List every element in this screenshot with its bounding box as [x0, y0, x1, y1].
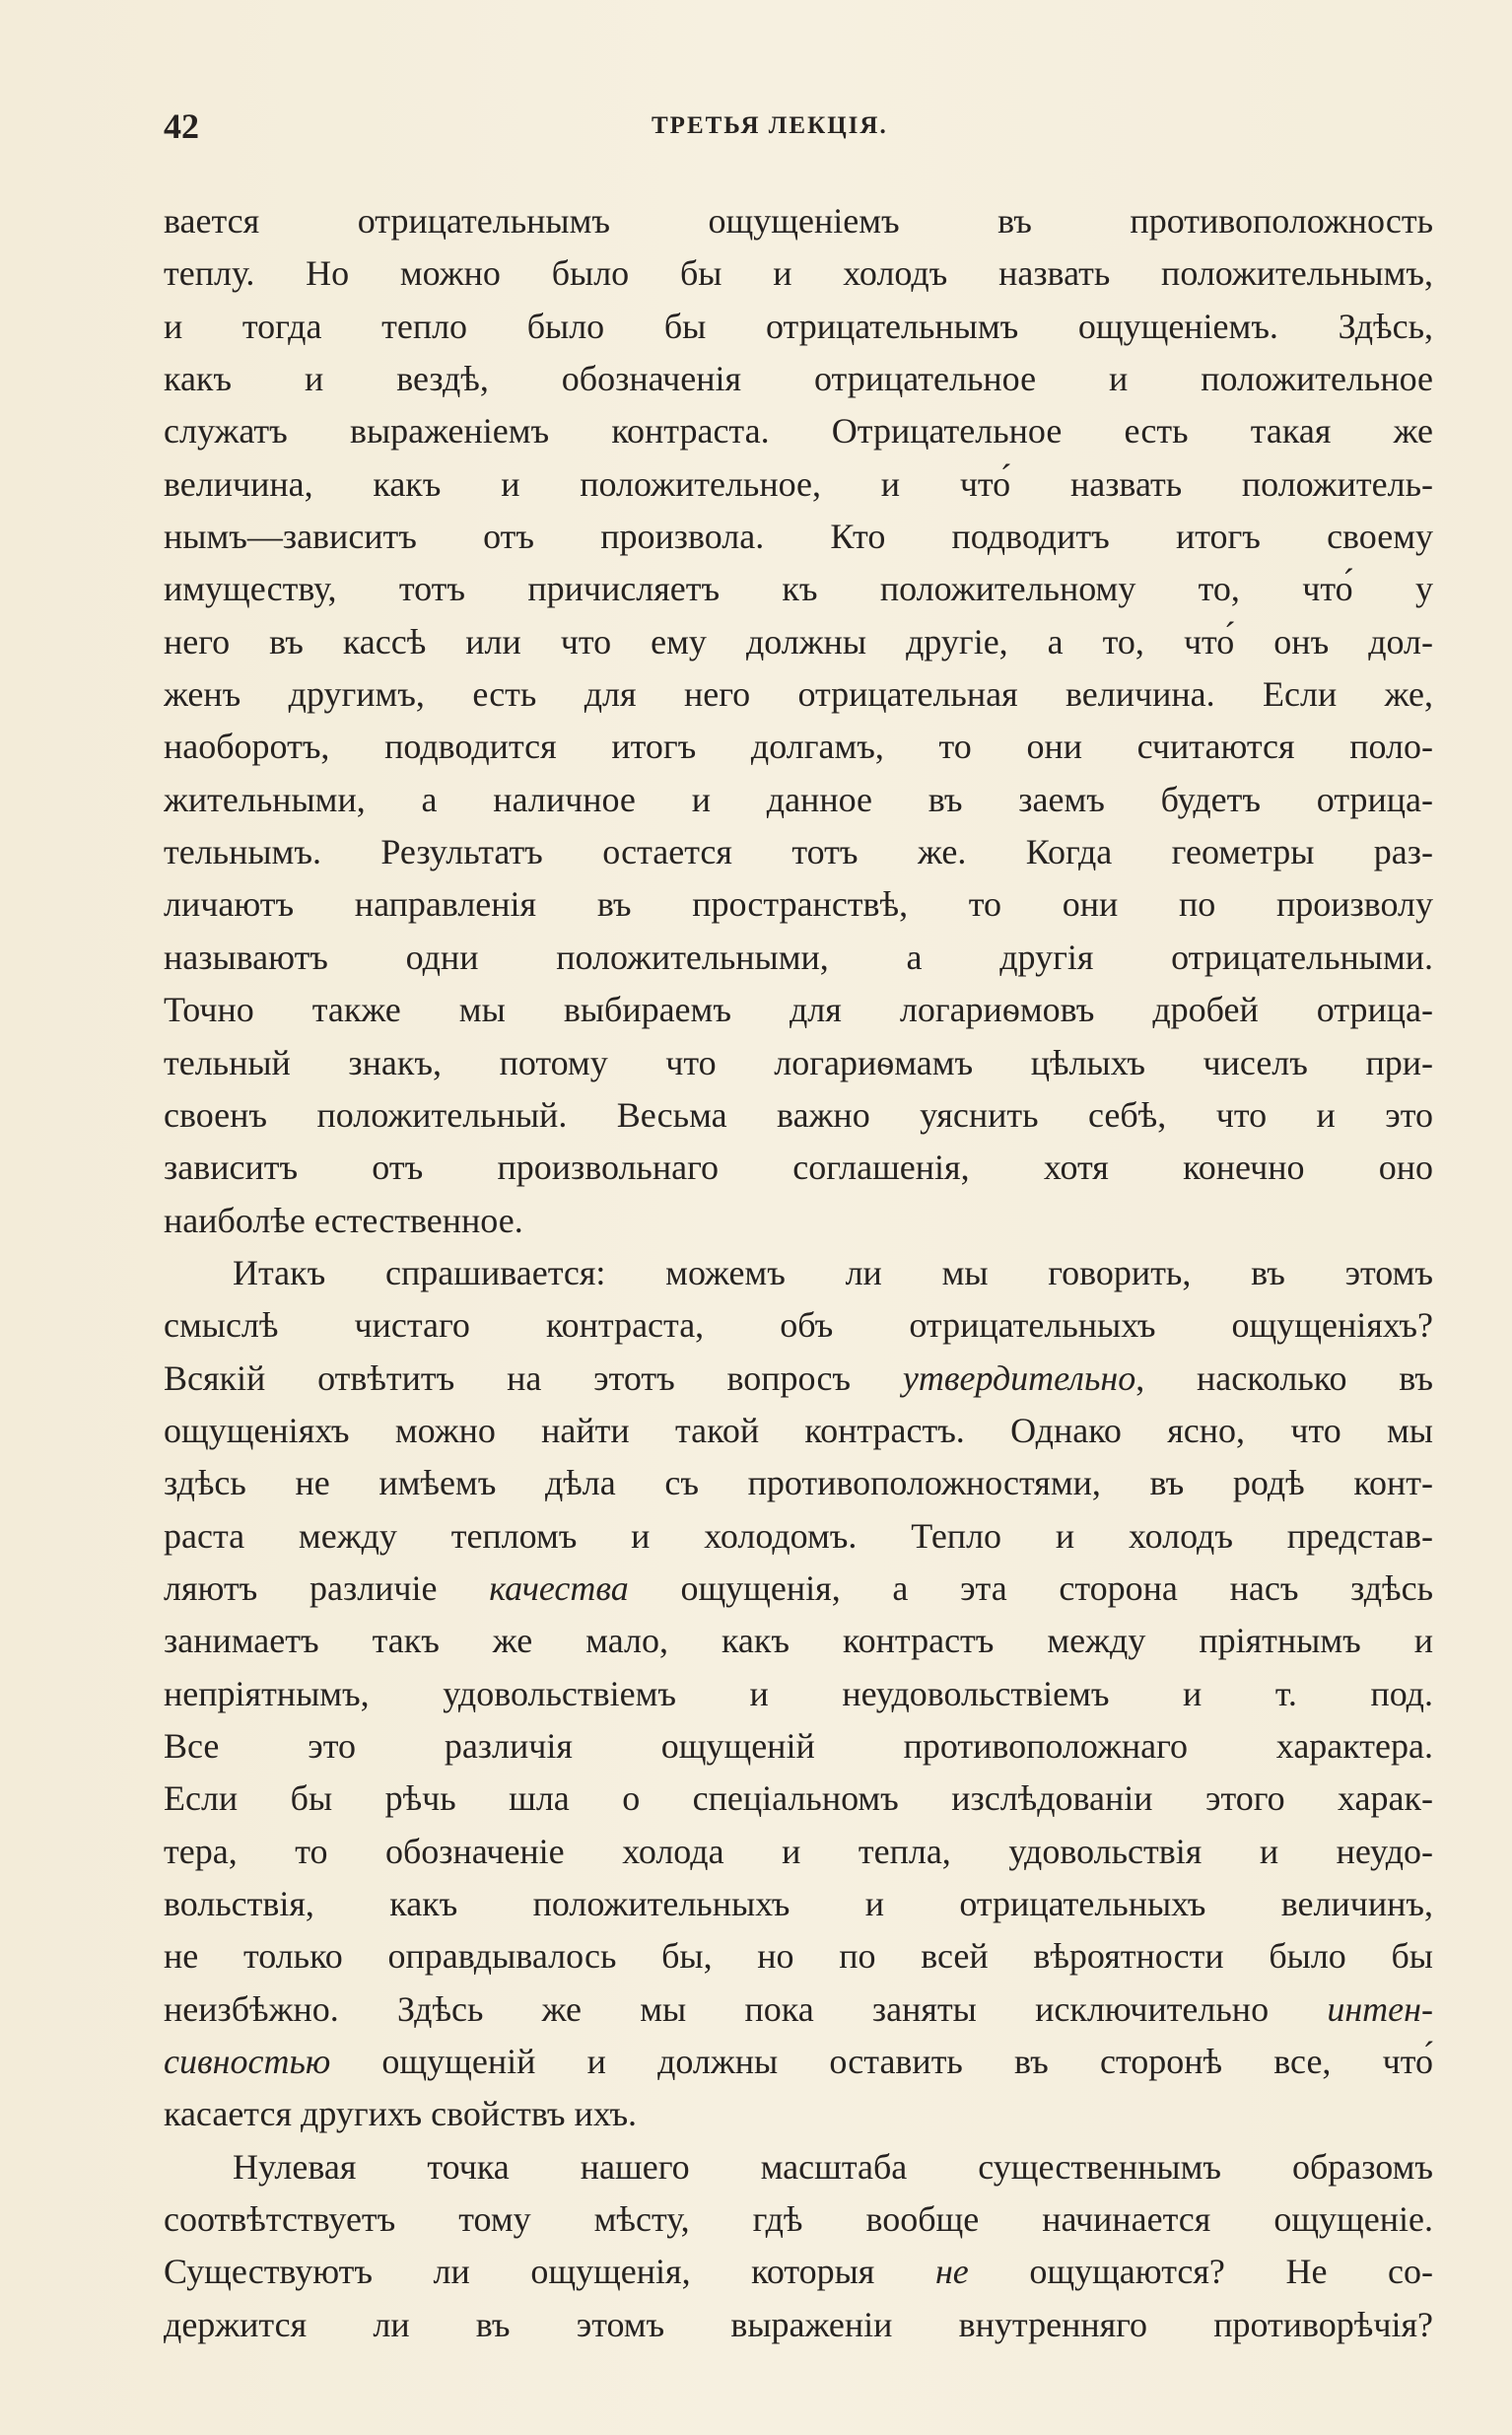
text-segment: Существуютъ ли ощущенія, которыя	[164, 2252, 935, 2292]
text-line: Если бы рѣчь шла о спеціальномъ изслѣдованіи этого харак-	[164, 1778, 1433, 1819]
text-line	[164, 2246, 1433, 2298]
text-line: и тогда тепло было бы отрицательнымъ ощущеніемъ. Здѣсь,	[164, 306, 1433, 346]
text-segment: ощущеній и должны оставить въ сторонѣ все, что́	[330, 2042, 1433, 2082]
text-line: раста между тепломъ и холодомъ. Тепло и холодъ представ-	[164, 1515, 1433, 1556]
text-line: него въ кассѣ или что ему должны другіе, а то, что́ онъ дол-	[164, 621, 1433, 661]
text-line: зависитъ отъ произвольнаго соглашенія, хотя конечно оно	[164, 1148, 1433, 1188]
text-line: имуществу, тотъ причисляетъ къ положительному то, что́ у	[164, 569, 1433, 609]
text-line: вается отрицательнымъ ощущеніемъ въ противоположность	[164, 201, 1433, 241]
text-line: служатъ выраженіемъ контраста. Отрицательное есть такая же	[164, 411, 1433, 452]
italic-emphasis: не	[934, 2252, 969, 2292]
text-segment: неизбѣжно. Здѣсь же мы пока заняты исключительно	[164, 1988, 1328, 2029]
text-line: наиболѣе естественное.	[164, 1200, 523, 1240]
paragraph	[164, 1247, 1433, 2141]
page-number: 42	[164, 106, 199, 146]
text-line: не только оправдывалось бы, но по всей вѣроятности было бы	[164, 1936, 1433, 1977]
italic-emphasis: утвердительно	[902, 1357, 1136, 1398]
text-line: смыслѣ чистаго контраста, объ отрицательныхъ ощущеніяхъ?	[164, 1305, 1433, 1346]
text-line: ощущеніяхъ можно найти такой контрастъ. Однако ясно, что мы	[164, 1410, 1433, 1450]
text-line	[164, 1563, 1433, 1615]
page-header	[164, 106, 1433, 146]
text-line	[164, 1983, 1433, 2036]
paragraph	[164, 195, 1433, 1247]
text-line: тельнымъ. Результатъ остается тотъ же. Когда геометры раз-	[164, 832, 1433, 872]
text-line: касается другихъ свойствъ ихъ.	[164, 2094, 638, 2134]
text-line: вольствія, какъ положительныхъ и отрицательныхъ величинъ,	[164, 1884, 1433, 1923]
italic-emphasis: сивностью	[164, 2042, 331, 2082]
text-line: нымъ—зависитъ отъ произвола. Кто подводитъ итогъ своему	[164, 517, 1433, 557]
text-line: здѣсь не имѣемъ дѣла съ противоположностями, въ родѣ конт-	[164, 1463, 1433, 1503]
text-segment: ляютъ различіе	[164, 1567, 490, 1608]
paragraph	[164, 2141, 1433, 2351]
text-segment: Всякій отвѣтитъ на этотъ вопросъ	[164, 1357, 903, 1398]
italic-emphasis: интен-	[1327, 1988, 1433, 2029]
text-line: Все это различія ощущеній противоположнаго характера.	[164, 1725, 1433, 1766]
text-line	[164, 2036, 1433, 2088]
text-line: тельный знакъ, потому что логариѳмамъ цѣлыхъ чиселъ при-	[164, 1042, 1433, 1082]
text-segment: ощущаются? Не со-	[968, 2252, 1433, 2292]
italic-emphasis: качества	[489, 1567, 629, 1608]
text-line: держится ли въ этомъ выраженіи внутренняго противорѣчія?	[164, 2304, 1433, 2344]
text-line: теплу. Но можно было бы и холодъ назвать положительнымъ,	[164, 253, 1433, 294]
text-line: тера, то обозначеніе холода и тепла, удовольствія и неудо-	[164, 1831, 1433, 1871]
text-line: соотвѣтствуетъ тому мѣсту, гдѣ вообще начинается ощущеніе.	[164, 2199, 1433, 2240]
body-text	[164, 195, 1433, 2351]
text-line: своенъ положительный. Весьма важно уяснить себѣ, что и это	[164, 1094, 1433, 1135]
text-segment: ощущенія, а эта сторона насъ здѣсь	[628, 1567, 1433, 1608]
text-line: наоборотъ, подводится итогъ долгамъ, то они считаются поло-	[164, 727, 1433, 767]
text-segment: , насколько въ	[1135, 1357, 1433, 1398]
text-line: Нулевая точка нашего масштаба существеннымъ образомъ	[233, 2146, 1433, 2187]
text-line: жительными, а наличное и данное въ заемъ будетъ отрица-	[164, 779, 1433, 819]
text-line: называютъ одни положительными, а другія отрицательными.	[164, 937, 1433, 977]
text-line: занимаетъ такъ же мало, какъ контрастъ между пріятнымъ и	[164, 1621, 1433, 1661]
text-line: величина, какъ и положительное, и что́ назвать положитель-	[164, 463, 1433, 504]
text-line: Точно также мы выбираемъ для логариѳмовъ дробей отрица-	[164, 990, 1433, 1030]
text-line	[164, 1353, 1433, 1405]
text-line: непріятнымъ, удовольствіемъ и неудовольствіемъ и т. под.	[164, 1673, 1433, 1713]
text-line: какъ и вездѣ, обозначенія отрицательное и положительное	[164, 359, 1433, 399]
text-line: женъ другимъ, есть для него отрицательная величина. Если же,	[164, 674, 1433, 715]
text-line: Итакъ спрашивается: можемъ ли мы говорить, въ этомъ	[233, 1252, 1433, 1292]
text-line: личаютъ направленія въ пространствѣ, то они по произволу	[164, 884, 1433, 925]
running-head: ТРЕТЬЯ ЛЕКЦІЯ.	[652, 112, 888, 139]
